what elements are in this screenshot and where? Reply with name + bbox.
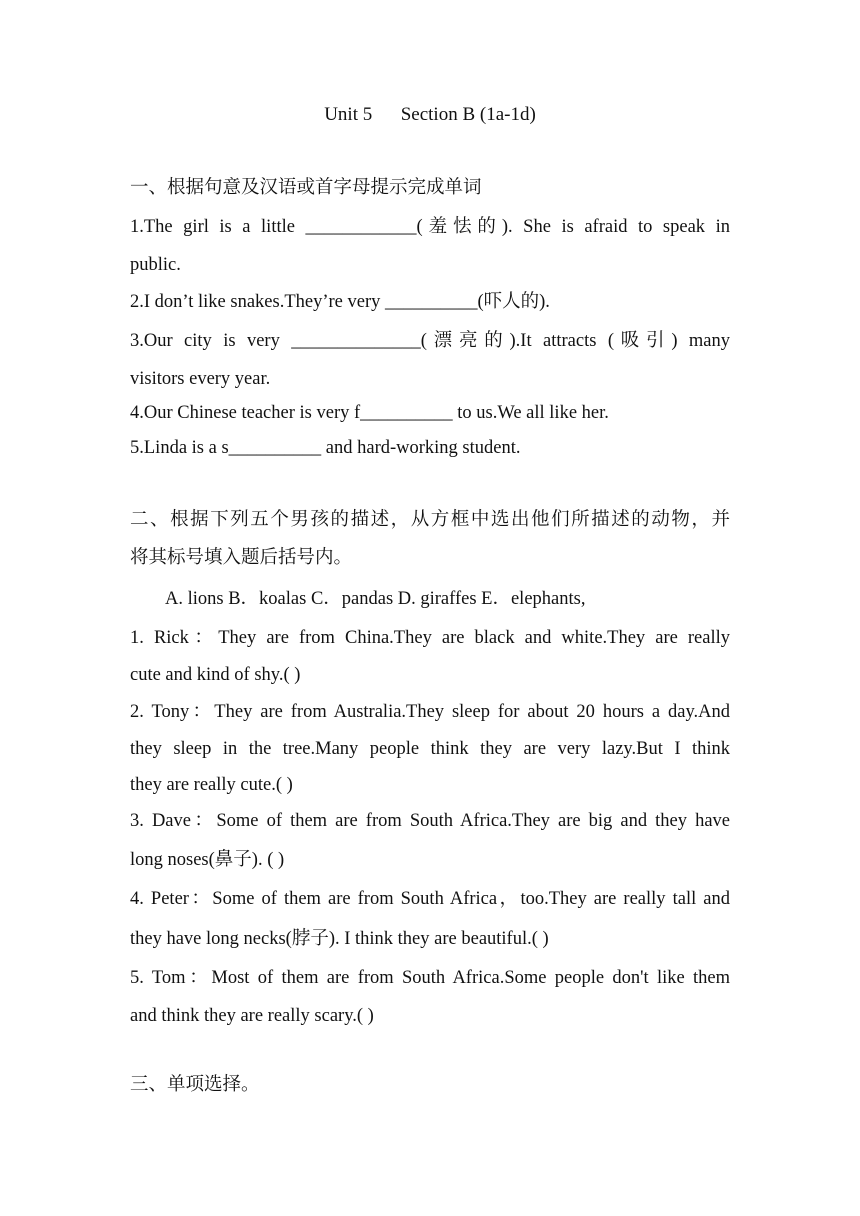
section1-heading: 一、根据句意及汉语或首字母提示完成单词 [130, 178, 482, 198]
section1-line-2: public. [130, 255, 181, 275]
section3-heading: 三、单项选择。 [130, 1075, 260, 1095]
section2-heading-1: 二、根据下列五个男孩的描述，从方框中选出他们所描述的动物，并 [130, 510, 730, 530]
section2-line-8: 4. Peter：Some of them are from South Africa，too.They are really tall and [130, 889, 730, 909]
section2-line-7: long noses(鼻子). ( ) [130, 850, 285, 870]
section2-line-3: 2. Tony：They are from Australia.They sleep for about 20 hours a day.And [130, 702, 730, 722]
page-title: Unit 5 Section B (1a-1d) [324, 104, 536, 125]
section1-line-5: visitors every year. [130, 369, 271, 389]
answer-options: A. lions B．koalas C．pandas D. giraffes E．elephants, [165, 589, 586, 609]
section2-line-6: 3. Dave：Some of them are from South Africa.They are big and they have [130, 811, 730, 831]
section2-line-2: cute and kind of shy.( ) [130, 665, 301, 685]
section1-line-1: 1.The girl is a little ____________(羞怯的). She is afraid to speak in [130, 217, 730, 237]
section2-line-9: they have long necks(脖子). I think they are beautiful.( ) [130, 929, 549, 949]
section1-line-3: 2.I don’t like snakes.They’re very __________(吓人的). [130, 292, 550, 312]
section2-line-5: they are really cute.( ) [130, 775, 293, 795]
section1-line-7: 5.Linda is a s__________ and hard-working student. [130, 438, 521, 458]
section2-line-4: they sleep in the tree.Many people think they are very lazy.But I think [130, 739, 730, 759]
section2-line-11: and think they are really scary.( ) [130, 1006, 374, 1026]
section1-line-4: 3.Our city is very ______________(漂亮的).It attracts (吸引) many [130, 331, 730, 351]
section1-line-6: 4.Our Chinese teacher is very f__________ to us.We all like her. [130, 403, 609, 423]
section2-heading-2: 将其标号填入题后括号内。 [130, 548, 353, 568]
section2-line-1: 1. Rick：They are from China.They are black and white.They are really [130, 628, 730, 648]
section2-line-10: 5. Tom：Most of them are from South Africa.Some people don't like them [130, 968, 730, 988]
